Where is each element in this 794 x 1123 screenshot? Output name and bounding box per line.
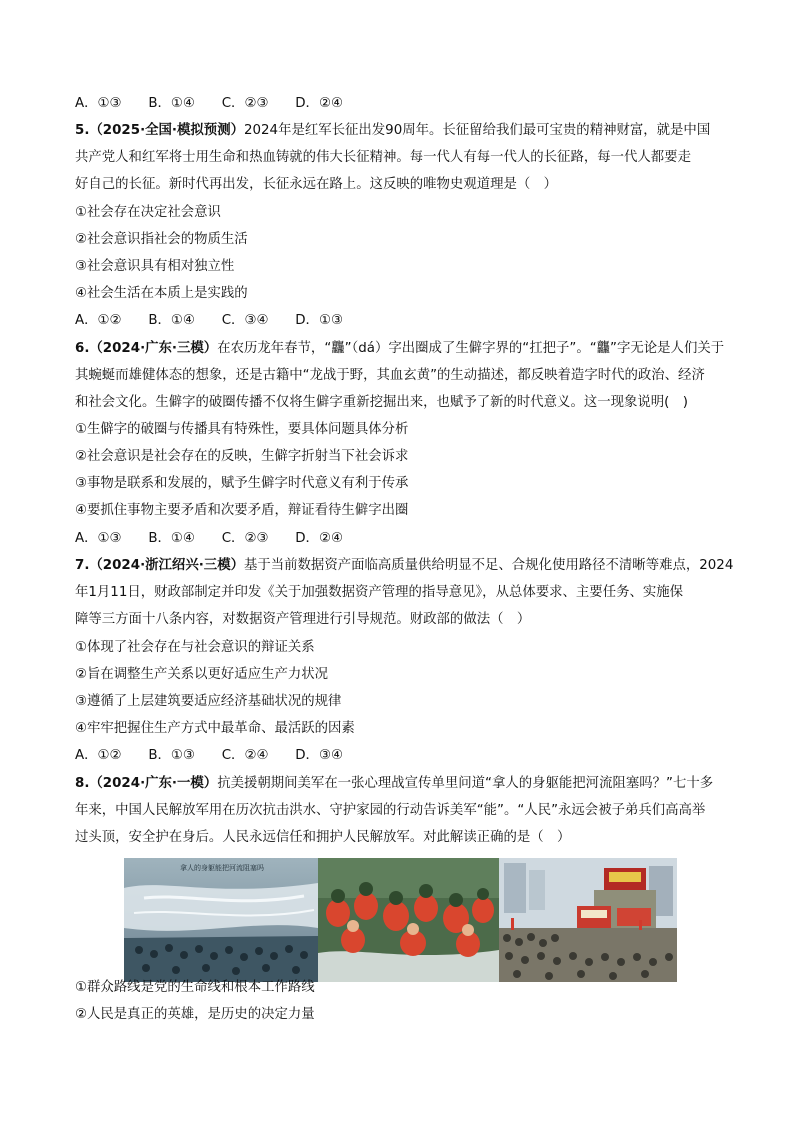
q5-number: 5. (75, 123, 90, 138)
q7-number: 7. (75, 558, 90, 573)
q8-photo-strip (124, 858, 677, 982)
q7-item-1: ①体现了社会存在与社会意识的辩证关系 (75, 640, 315, 655)
q6-stem-line-1: 6.（2024·广东·三模）在农历龙年春节，“龘”（dá）字出圈成了生僻字界的“扛把子”。“龘”字无论是人们关于 (75, 341, 725, 356)
q7-options: A．①② B．①③ C．②④ D．③④ (75, 748, 343, 763)
q8-stem-line-3: 过头顶，安全护在身后。人民永远信任和拥护人民解放军。对此解读正确的是（ ） (75, 830, 571, 845)
q8-number: 8. (75, 776, 90, 791)
q6-item-3: ③事物是联系和发展的，赋予生僻字时代意义有利于传承 (75, 476, 409, 491)
q8-item-1: ①群众路线是党的生命线和根本工作路线 (75, 980, 315, 995)
q6-options: A．①③ B．①④ C．②③ D．②④ (75, 531, 343, 546)
q8-stem-line-2: 年来，中国人民解放军用在历次抗击洪水、守护家园的行动告诉美军“能”。“人民”永远会被子弟兵们高高举 (75, 803, 706, 818)
q5-source: （2025·全国·模拟预测） (89, 123, 244, 138)
q5-stem-line-2: 共产党人和红军将士用生命和热血铸就的伟大长征精神。每一代人有每一代人的长征路，每一代人都要走 (75, 150, 691, 165)
q7-item-2: ②旨在调整生产关系以更好适应生产力状况 (75, 667, 329, 682)
q7-stem-line-1: 7.（2024·浙江绍兴·三模）基于当前数据资产面临高质量供给明显不足、合规化使用路径不清晰等难点，2024 (75, 558, 734, 573)
q4-options: A．①③ B．①④ C．②③ D．②④ (75, 96, 343, 111)
q6-item-1: ①生僻字的破圈与传播具有特殊性，要具体问题具体分析 (75, 422, 409, 437)
q5-item-3: ③社会意识具有相对独立性 (75, 259, 235, 274)
q5-stem-line-1: 5.（2025·全国·模拟预测）2024年是红军长征出发90周年。长征留给我们最可宝贵的精神财富，就是中国 (75, 123, 711, 138)
leaflet-photo (124, 858, 318, 982)
q6-item-4: ④要抓住事物主要矛盾和次要矛盾，辩证看待生僻字出圈 (75, 503, 409, 518)
q5-item-2: ②社会意识指社会的物质生活 (75, 232, 248, 247)
q5-item-1: ①社会存在决定社会意识 (75, 205, 221, 220)
q5-options: A．①② B．①④ C．③④ D．①③ (75, 313, 343, 328)
q6-stem-line-3: 和社会文化。生僻字的破圈传播不仅将生僻字重新挖掘出来，也赋予了新的时代意义。这一现象说明( ) (75, 395, 689, 410)
leaflet-image (124, 858, 318, 982)
q7-stem-line-3: 障等三方面十八条内容，对数据资产管理进行引导规范。财政部的做法（ ） (75, 612, 531, 627)
q8-source: （2024·广东·一模） (89, 776, 218, 791)
q6-number: 6. (75, 341, 90, 356)
leaflet-caption: 拿人的身躯能把河流阻塞吗 (180, 864, 264, 872)
q7-stem-line-2: 年1月11日，财政部制定并印发《关于加强数据资产管理的指导意见》，从总体要求、主要任务、实施保 (75, 585, 684, 600)
flood-rescue-image (318, 858, 499, 982)
parade-image (499, 858, 677, 982)
parade-photo (499, 858, 677, 982)
q6-source: （2024·广东·三模） (89, 341, 218, 356)
q8-item-2: ②人民是真正的英雄，是历史的决定力量 (75, 1007, 315, 1022)
q6-stem-line-2: 其蜿蜒而雄健体态的想象，还是古籍中“龙战于野，其血玄黄”的生动描述，都反映着造字时代的政治、经济 (75, 368, 705, 383)
flood-rescue-photo (318, 858, 499, 982)
q8-stem-line-1: 8.（2024·广东·一模）抗美援朝期间美军在一张心理战宣传单里问道“拿人的身躯能把河流阻塞吗？”七十多 (75, 776, 714, 791)
q6-item-2: ②社会意识是社会存在的反映，生僻字折射当下社会诉求 (75, 449, 409, 464)
q7-item-4: ④牢牢把握住生产方式中最革命、最活跃的因素 (75, 721, 355, 736)
q7-source: （2024·浙江绍兴·三模） (89, 558, 244, 573)
q5-stem-line-3: 好自己的长征。新时代再出发，长征永远在路上。这反映的唯物史观道理是（ ） (75, 177, 558, 192)
q7-item-3: ③遵循了上层建筑要适应经济基础状况的规律 (75, 694, 342, 709)
q5-item-4: ④社会生活在本质上是实践的 (75, 286, 248, 301)
